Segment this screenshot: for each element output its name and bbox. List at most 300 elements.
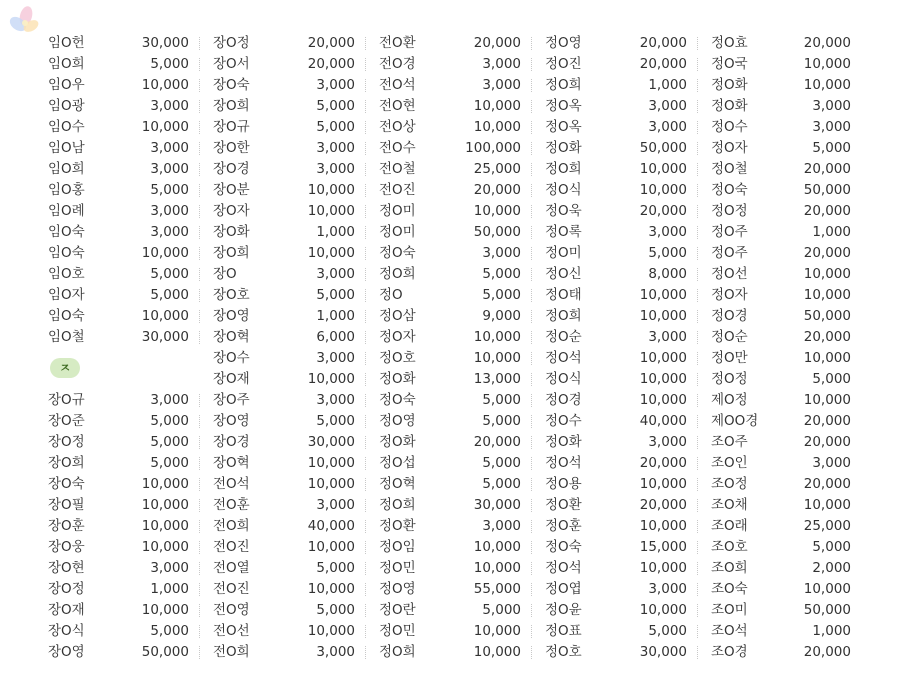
donation-amount: 10,000: [141, 539, 189, 555]
donor-name: 장O희: [213, 245, 250, 261]
donation-amount: 5,000: [482, 455, 521, 471]
donor-name: 정O정: [711, 371, 748, 387]
donor-name: 임O숙: [48, 308, 85, 324]
column-divider: [697, 646, 698, 659]
column-divider: [365, 646, 366, 659]
donation-amount: 50,000: [639, 140, 687, 156]
donor-name: 장O자: [213, 203, 250, 219]
donor-name: 임O남: [48, 140, 85, 156]
column-divider: [199, 436, 200, 449]
donation-amount: 3,000: [150, 224, 189, 240]
column-divider: [199, 142, 200, 155]
donation-amount: 5,000: [150, 266, 189, 282]
donation-amount: 25,000: [803, 518, 851, 534]
column-divider: [697, 415, 698, 428]
donor-name: 정O옥: [545, 98, 582, 114]
donor-name: 장O재: [213, 371, 250, 387]
donation-amount: 10,000: [473, 119, 521, 135]
donation-amount: 5,000: [482, 266, 521, 282]
column-divider: [365, 100, 366, 113]
donor-name: 정O희: [379, 644, 416, 660]
donation-amount: 10,000: [473, 98, 521, 114]
donor-name: 정O희: [545, 161, 582, 177]
donation-amount: 5,000: [150, 413, 189, 429]
donor-name: 조O희: [711, 560, 748, 576]
donor-name: 전O훈: [213, 497, 250, 513]
donor-name: 전O수: [379, 140, 416, 156]
table-row: [42, 54, 862, 75]
table-row: [42, 621, 862, 642]
donation-amount: 10,000: [639, 350, 687, 366]
column-divider: [365, 289, 366, 302]
donation-amount: 10,000: [639, 560, 687, 576]
column-divider: [531, 457, 532, 470]
donation-amount: 3,000: [648, 434, 687, 450]
donation-amount: 100,000: [465, 140, 521, 156]
column-divider: [199, 58, 200, 71]
table-row: [42, 390, 862, 411]
column-divider: [697, 310, 698, 323]
donor-name: 장O준: [48, 413, 85, 429]
column-divider: [531, 121, 532, 134]
column-divider: [199, 184, 200, 197]
column-divider: [199, 121, 200, 134]
flower-logo-icon: [4, 2, 44, 40]
donor-name: 정O식: [545, 371, 582, 387]
donation-amount: 5,000: [482, 476, 521, 492]
donation-amount: 20,000: [803, 476, 851, 492]
donor-name: 정O태: [545, 287, 582, 303]
donor-name: 장O영: [213, 308, 250, 324]
donation-amount: 20,000: [639, 455, 687, 471]
donation-amount: 10,000: [803, 350, 851, 366]
donation-amount: 10,000: [307, 539, 355, 555]
column-divider: [199, 541, 200, 554]
donor-name: 전O석: [379, 77, 416, 93]
donation-amount: 5,000: [648, 623, 687, 639]
donation-amount: 20,000: [803, 329, 851, 345]
column-divider: [531, 394, 532, 407]
column-divider: [697, 58, 698, 71]
column-divider: [365, 457, 366, 470]
donation-amount: 5,000: [150, 56, 189, 72]
donor-name: 정O: [379, 287, 403, 303]
column-divider: [199, 478, 200, 491]
donor-name: 정O경: [545, 392, 582, 408]
donation-amount: 3,000: [316, 497, 355, 513]
donation-amount: 10,000: [639, 392, 687, 408]
column-divider: [531, 247, 532, 260]
donation-amount: 5,000: [150, 434, 189, 450]
donor-name: 조O미: [711, 602, 748, 618]
donor-name: 장O영: [213, 413, 250, 429]
donation-amount: 1,000: [812, 623, 851, 639]
donor-name: 정O민: [379, 623, 416, 639]
donor-name: 장O영: [48, 644, 85, 660]
donor-name: 임O호: [48, 266, 85, 282]
donation-amount: 5,000: [316, 287, 355, 303]
table-row: [42, 474, 862, 495]
donor-name: 임O숙: [48, 224, 85, 240]
donor-name: 임O우: [48, 77, 85, 93]
donor-name: 정O표: [545, 623, 582, 639]
donation-amount: 2,000: [812, 560, 851, 576]
column-divider: [697, 436, 698, 449]
donation-amount: 20,000: [803, 413, 851, 429]
donor-name: 임O홍: [48, 182, 85, 198]
donation-amount: 20,000: [803, 161, 851, 177]
column-divider: [199, 646, 200, 659]
donor-name: 정O순: [711, 329, 748, 345]
donation-amount: 5,000: [812, 140, 851, 156]
donation-amount: 13,000: [473, 371, 521, 387]
table-row: [42, 369, 862, 390]
donation-amount: 20,000: [803, 644, 851, 660]
donor-name: 장O숙: [48, 476, 85, 492]
donation-amount: 10,000: [473, 623, 521, 639]
donor-name: 장O식: [48, 623, 85, 639]
donation-amount: 10,000: [639, 308, 687, 324]
column-divider: [531, 436, 532, 449]
column-divider: [697, 583, 698, 596]
donor-name: 정O수: [711, 119, 748, 135]
column-divider: [365, 79, 366, 92]
column-divider: [365, 478, 366, 491]
column-divider: [365, 520, 366, 533]
donation-amount: 10,000: [307, 245, 355, 261]
donor-name: 조O정: [711, 476, 748, 492]
donor-name: 장O희: [48, 455, 85, 471]
column-divider: [697, 562, 698, 575]
column-divider: [531, 352, 532, 365]
table-row: [42, 495, 862, 516]
donor-name: 정O신: [545, 266, 582, 282]
column-divider: [531, 520, 532, 533]
donor-name: 정O자: [379, 329, 416, 345]
column-divider: [365, 142, 366, 155]
donor-name: 정O민: [379, 560, 416, 576]
column-divider: [697, 499, 698, 512]
donor-name: 장O정: [48, 434, 85, 450]
donation-amount: 3,000: [482, 77, 521, 93]
donation-amount: 20,000: [639, 35, 687, 51]
donation-amount: 5,000: [482, 602, 521, 618]
column-divider: [199, 331, 200, 344]
donation-amount: 6,000: [316, 329, 355, 345]
donation-amount: 3,000: [316, 266, 355, 282]
donation-amount: 3,000: [648, 581, 687, 597]
donation-amount: 10,000: [473, 560, 521, 576]
donor-name: 정O자: [711, 287, 748, 303]
table-row: [42, 453, 862, 474]
column-divider: [199, 79, 200, 92]
table-row: [42, 264, 862, 285]
table-row: [42, 75, 862, 96]
donor-name: 정O숙: [711, 182, 748, 198]
column-divider: [697, 541, 698, 554]
donor-name: 전O현: [379, 98, 416, 114]
donation-amount: 5,000: [150, 455, 189, 471]
table-row: [42, 243, 862, 264]
donor-name: 정O식: [545, 182, 582, 198]
table-row: [42, 138, 862, 159]
donor-name: 정O숙: [379, 392, 416, 408]
donor-name: 임O철: [48, 329, 85, 345]
donor-name: 조O석: [711, 623, 748, 639]
column-divider: [697, 37, 698, 50]
column-divider: [697, 184, 698, 197]
donor-name: 정O록: [545, 224, 582, 240]
donor-name: 장O재: [48, 602, 85, 618]
column-divider: [365, 163, 366, 176]
donation-amount: 5,000: [316, 98, 355, 114]
donation-amount: 10,000: [141, 119, 189, 135]
donation-amount: 20,000: [473, 434, 521, 450]
donor-name: 정O영: [379, 413, 416, 429]
table-row: [42, 117, 862, 138]
donor-name: 조O숙: [711, 581, 748, 597]
donor-name: 조O채: [711, 497, 748, 513]
donation-amount: 10,000: [141, 518, 189, 534]
donor-name: 정O화: [545, 434, 582, 450]
donation-amount: 10,000: [639, 287, 687, 303]
column-divider: [365, 268, 366, 281]
column-divider: [697, 457, 698, 470]
column-divider: [697, 205, 698, 218]
donor-name: 정O혁: [379, 476, 416, 492]
column-divider: [365, 373, 366, 386]
column-divider: [365, 625, 366, 638]
donation-amount: 10,000: [639, 371, 687, 387]
donation-amount: 40,000: [639, 413, 687, 429]
donor-name: 전O선: [213, 623, 250, 639]
column-divider: [531, 100, 532, 113]
table-row: [42, 33, 862, 54]
column-divider: [531, 58, 532, 71]
donation-amount: 10,000: [141, 308, 189, 324]
donor-name: 장O규: [213, 119, 250, 135]
column-divider: [697, 352, 698, 365]
table-row: [42, 327, 862, 348]
donor-name: 정O경: [711, 308, 748, 324]
donor-name: 정O미: [379, 224, 416, 240]
column-divider: [365, 226, 366, 239]
table-row: [42, 411, 862, 432]
donor-name: 장O분: [213, 182, 250, 198]
column-divider: [531, 310, 532, 323]
column-divider: [365, 121, 366, 134]
donor-name: 정O화: [711, 77, 748, 93]
column-divider: [365, 541, 366, 554]
donation-amount: 3,000: [648, 224, 687, 240]
donor-name: 정O만: [711, 350, 748, 366]
donor-name: 전O희: [213, 518, 250, 534]
donation-amount: 3,000: [150, 560, 189, 576]
donor-name: 정O임: [379, 539, 416, 555]
donation-amount: 5,000: [316, 119, 355, 135]
donor-name: 조O주: [711, 434, 748, 450]
donor-name: 정O엽: [545, 581, 582, 597]
donation-amount: 5,000: [482, 413, 521, 429]
donation-amount: 20,000: [639, 203, 687, 219]
donation-amount: 3,000: [482, 56, 521, 72]
donation-amount: 10,000: [803, 266, 851, 282]
donor-name: 임O례: [48, 203, 85, 219]
column-divider: [531, 163, 532, 176]
donation-amount: 5,000: [150, 182, 189, 198]
donation-amount: 1,000: [316, 224, 355, 240]
donation-amount: 20,000: [307, 56, 355, 72]
donation-amount: 25,000: [473, 161, 521, 177]
donor-name: 정O화: [545, 140, 582, 156]
column-divider: [365, 352, 366, 365]
donation-amount: 10,000: [473, 350, 521, 366]
donor-name: 정O철: [711, 161, 748, 177]
donation-amount: 3,000: [648, 98, 687, 114]
donation-amount: 10,000: [141, 476, 189, 492]
donation-amount: 3,000: [150, 98, 189, 114]
donor-name: 정O희: [545, 308, 582, 324]
donation-amount: 40,000: [307, 518, 355, 534]
donation-amount: 10,000: [473, 329, 521, 345]
donation-amount: 5,000: [482, 287, 521, 303]
donor-name: 조O인: [711, 455, 748, 471]
donor-name: 임O희: [48, 161, 85, 177]
column-divider: [365, 604, 366, 617]
column-divider: [199, 583, 200, 596]
donor-name: 정O미: [545, 245, 582, 261]
donor-name: 정O석: [545, 455, 582, 471]
donor-name: 정O국: [711, 56, 748, 72]
donor-name: 정O수: [545, 413, 582, 429]
donor-name: 장O경: [213, 161, 250, 177]
donor-name: 정O삼: [379, 308, 416, 324]
column-divider: [365, 499, 366, 512]
donation-amount: 5,000: [150, 623, 189, 639]
column-divider: [697, 79, 698, 92]
table-row: [42, 159, 862, 180]
donation-amount: 3,000: [316, 140, 355, 156]
donation-amount: 5,000: [648, 245, 687, 261]
table-row: [42, 642, 862, 663]
column-divider: [365, 583, 366, 596]
donation-amount: 10,000: [307, 476, 355, 492]
donor-name: 장O경: [213, 434, 250, 450]
donation-amount: 10,000: [141, 602, 189, 618]
column-divider: [531, 289, 532, 302]
donor-name: 전O희: [213, 644, 250, 660]
column-divider: [365, 415, 366, 428]
column-divider: [199, 163, 200, 176]
donor-name: 제O정: [711, 392, 748, 408]
donation-amount: 20,000: [803, 203, 851, 219]
donor-name: 장O혁: [213, 329, 250, 345]
column-divider: [531, 226, 532, 239]
table-row: [42, 348, 862, 375]
donor-name: 장O호: [213, 287, 250, 303]
table-row: [42, 201, 862, 222]
donor-name: 정O희: [379, 497, 416, 513]
donation-amount: 5,000: [316, 413, 355, 429]
donation-amount: 10,000: [803, 392, 851, 408]
donation-amount: 8,000: [648, 266, 687, 282]
column-divider: [697, 373, 698, 386]
column-divider: [199, 457, 200, 470]
donor-name: 정O옥: [545, 119, 582, 135]
donor-name: 정O자: [711, 140, 748, 156]
donor-name: 임O숙: [48, 245, 85, 261]
donor-name: 장O: [213, 266, 237, 282]
donor-name: 장O필: [48, 497, 85, 513]
column-divider: [697, 163, 698, 176]
donation-amount: 3,000: [150, 392, 189, 408]
donation-amount: 5,000: [316, 560, 355, 576]
column-divider: [531, 205, 532, 218]
column-divider: [697, 520, 698, 533]
donor-name: 임O광: [48, 98, 85, 114]
donor-name: 정O환: [545, 497, 582, 513]
donor-name: 정O순: [545, 329, 582, 345]
donor-name: 장O정: [48, 581, 85, 597]
donation-amount: 20,000: [473, 35, 521, 51]
donation-amount: 10,000: [307, 455, 355, 471]
donor-name: 전O열: [213, 560, 250, 576]
donation-amount: 10,000: [639, 161, 687, 177]
table-row: [42, 558, 862, 579]
donation-amount: 3,000: [150, 203, 189, 219]
donation-amount: 1,000: [150, 581, 189, 597]
donation-amount: 1,000: [648, 77, 687, 93]
donation-amount: 50,000: [141, 644, 189, 660]
column-divider: [697, 604, 698, 617]
donor-name: 정O희: [545, 77, 582, 93]
column-divider: [697, 394, 698, 407]
column-divider: [199, 247, 200, 260]
donor-name: 전O석: [213, 476, 250, 492]
donation-amount: 10,000: [639, 602, 687, 618]
table-row: [42, 96, 862, 117]
column-divider: [531, 646, 532, 659]
donation-amount: 10,000: [803, 287, 851, 303]
donor-list-grid: [42, 33, 862, 663]
donor-name: 정O훈: [545, 518, 582, 534]
donor-name: 임O수: [48, 119, 85, 135]
donor-name: 임O자: [48, 287, 85, 303]
column-divider: [697, 289, 698, 302]
column-divider: [697, 121, 698, 134]
donation-amount: 3,000: [482, 518, 521, 534]
donation-amount: 10,000: [307, 182, 355, 198]
donation-amount: 3,000: [812, 119, 851, 135]
donation-amount: 3,000: [812, 98, 851, 114]
donation-amount: 20,000: [639, 497, 687, 513]
donor-name: 장O서: [213, 56, 250, 72]
donation-amount: 50,000: [803, 308, 851, 324]
donor-name: 정O란: [379, 602, 416, 618]
column-divider: [531, 142, 532, 155]
donor-name: 정O화: [379, 434, 416, 450]
donor-name: 정O숙: [545, 539, 582, 555]
donation-amount: 20,000: [639, 56, 687, 72]
table-row: [42, 180, 862, 201]
donation-amount: 10,000: [639, 518, 687, 534]
column-divider: [365, 184, 366, 197]
donation-amount: 20,000: [803, 434, 851, 450]
donor-name: 전O영: [213, 602, 250, 618]
column-divider: [199, 604, 200, 617]
table-row: [42, 537, 862, 558]
donation-amount: 10,000: [803, 77, 851, 93]
